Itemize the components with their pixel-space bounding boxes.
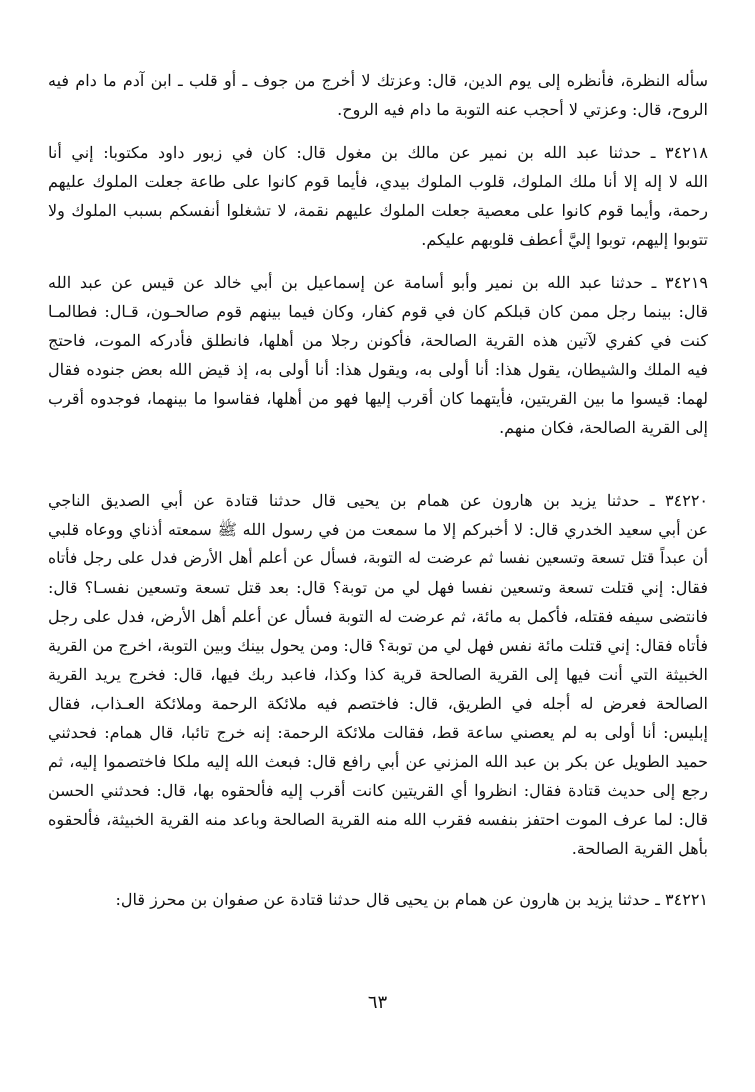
text-line: ٣٤٢٢١ ـ حدثنا يزيد بن هارون عن همام بن يحيى قال حدثنا قتادة عن صفوان بن محرز قال:: [115, 890, 708, 909]
text-line: أن عبداً قتل تسعة وتسعين نفسا ثم عرضت له التوبة، فسأل عن أعلم أهل الأرض فدل على رجل فأتاه: [48, 549, 708, 567]
text-line: إبليس: أنا أولى به لم يعصني ساعة قط، فقالت ملائكة الرحمة: إنه خرج تائبا، قال همام: فحدثني: [48, 723, 708, 742]
text-line: سأله النظرة، فأنظره إلى يوم الدين، قال: وعزتك لا أخرج من جوف ـ أو قلب ـ ابن آدم ما دام فيه: [48, 71, 708, 90]
paragraph-continuation: [48, 66, 708, 124]
paragraph-gap: [48, 464, 708, 486]
text-line: ٣٤٢١٩ ـ حدثنا عبد الله بن نمير وأبو أسامة عن إسماعيل بن أبي خالد عن قيس عن عبد الله: [48, 273, 708, 292]
text-line: عن أبي سعيد الخدري قال: لا أخبركم إلا ما سمعت من في رسول الله ﷺ سمعته أذناي ووعاه قلبي: [48, 520, 708, 539]
text-line: إلى القرية الصالحة، فكان منهم.: [499, 418, 708, 437]
text-line: الخبيثة التي أنت فيها إلى القرية الصالحة قرية كذا وكذا، فاعبد ربك فيها، قال: فخرج يريد القرية: [48, 665, 708, 684]
text-line: قال: لما عرف الموت احتفز بنفسه فقرب الله منه القرية الصالحة وباعد منه القرية الخبيثة، فألحقوه: [48, 810, 708, 829]
text-line: الصالحة فعرض له أجله في الطريق، قال: فاختصم فيه ملائكة الرحمة وملائكة العـذاب، فقال: [48, 694, 708, 713]
text-line: حميد الطويل عن بكر بن عبد الله المزني عن أبي رافع قال: فبعث الله إليه ملكا فاختصموا إليه، ثم: [48, 752, 708, 771]
text-line: تتوبوا إليهم، توبوا إليَّ أعطف قلوبهم عليكم.: [421, 230, 708, 249]
text-line: قال: بينما رجل ممن كان قبلكم كان في قوم كفار، وكان فيما بينهم قوم صالحـون، قـال: فطالمـا: [48, 302, 708, 321]
text-line: ٣٤٢٢٠ ـ حدثنا يزيد بن هارون عن همام بن يحيى قال حدثنا قتادة عن أبي الصديق الناجي: [48, 491, 708, 510]
text-line: فيه الملك والشيطان، يقول هذا: أنا أولى به، ويقول هذا: أنا أولى به، إذ قيض الله بعض جنوده فقال: [48, 360, 708, 379]
hadith-34221: [48, 885, 708, 914]
hadith-34220: [48, 486, 708, 863]
text-line: ٣٤٢١٨ ـ حدثنا عبد الله بن نمير عن مالك بن مغول قال: كان في زبور داود مكتوبا: إني أنا: [48, 143, 708, 162]
text-line: الله لا إله إلا أنا ملك الملوك، قلوب الملوك بيدي، فأيما قوم كانوا على طاعة جعلت الملوك عليهم: [48, 172, 708, 191]
text-line: فأتاه فقال: إني قتلت مائة نفس فهل لي من توبة؟ قال: ومن يحول بينك وبين التوبة، اخرج من القرية: [48, 636, 708, 655]
page-body: [48, 66, 708, 928]
hadith-34219: [48, 268, 708, 442]
text-line: فانتضى سيفه فقتله، فأكمل به مائة، ثم عرضت له التوبة فسأل عن أعلم أهل الأرض، فدل على رجل: [48, 607, 708, 626]
text-line: كنت في كفري لآتين هذه القرية الصالحة، فأكونن رجلا من أهلها، فانطلق فأدركه الموت، فاحتج: [48, 331, 708, 350]
text-line: بأهل القرية الصالحة.: [571, 839, 708, 858]
hadith-34218: [48, 138, 708, 254]
text-line: لهما: قيسوا ما بين القريتين، فأيتهما كان أقرب إليها فهو من أهلها، فقاسوا ما بينهما، فوجدوه أقرب: [48, 389, 708, 408]
text-line: رحمة، وأيما قوم كانوا على معصية جعلت الملوك عليهم نقمة، لا تشغلوا أنفسكم بسبب الملوك ولا: [48, 201, 708, 220]
page-number: ٦٣: [367, 992, 388, 1013]
text-line: رجع إلى حديث قتادة فقال: انظروا أي القريتين كانت أقرب إليه فألحقوه بها، قال: فحدثني الحسن: [48, 781, 708, 800]
text-line: فقال: إني قتلت تسعة وتسعين نفسا فهل لي من توبة؟ قال: بعد قتل تسعة وتسعين نفسـا؟ قال:: [48, 578, 708, 597]
text-line: الروح، قال: وعزتي لا أحجب عنه التوبة ما دام فيه الروح.: [337, 100, 708, 119]
